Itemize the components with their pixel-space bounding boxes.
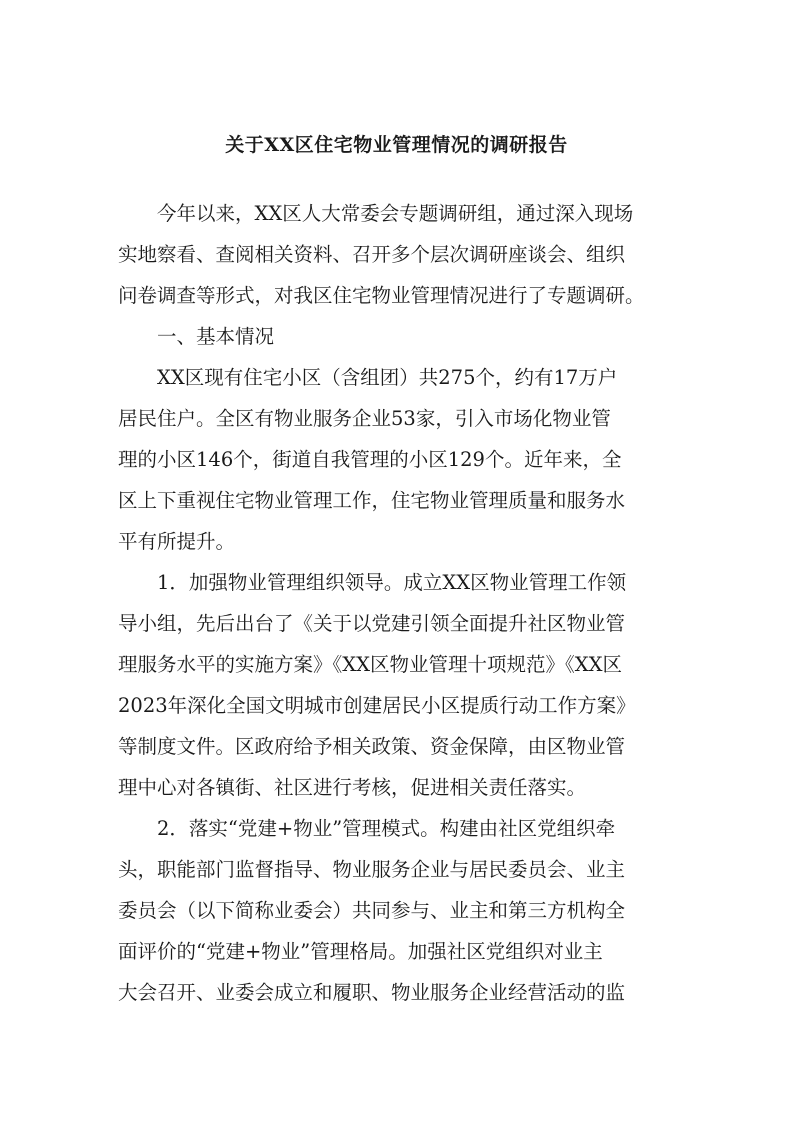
section-heading: 一、基本情况 xyxy=(118,325,275,348)
paragraph-line: 理的小区146个，街道自我管理的小区129个。近年来，全 xyxy=(118,448,622,471)
paragraph-line: XX区现有住宅小区（含组团）共275个，约有17万户 xyxy=(118,366,618,389)
paragraph-line: 委员会（以下简称业委会）共同参与、业主和第三方机构全 xyxy=(118,899,626,922)
paragraph-line: 导小组，先后出台了《关于以党建引领全面提升社区物业管 xyxy=(118,612,626,635)
paragraph-line: 区上下重视住宅物业管理工作，住宅物业管理质量和服务水 xyxy=(118,489,626,512)
paragraph-line: 2．落实“党建+物业”管理模式。构建由社区党组织牵 xyxy=(118,817,616,840)
paragraph-line: 大会召开、业委会成立和履职、物业服务企业经营活动的监 xyxy=(118,981,626,1004)
paragraph-line: 理中心对各镇街、社区进行考核，促进相关责任落实。 xyxy=(118,776,587,799)
paragraph-line: 平有所提升。 xyxy=(118,530,236,553)
paragraph-line: 面评价的“党建+物业”管理格局。加强社区党组织对业主 xyxy=(118,940,603,963)
paragraph-line: 1．加强物业管理组织领导。成立XX区物业管理工作领 xyxy=(118,571,627,594)
document-body xyxy=(118,193,678,1013)
paragraph-line: 理服务水平的实施方案》《XX区物业管理十项规范》《XX区 xyxy=(118,653,623,676)
paragraph-line: 头，职能部门监督指导、物业服务企业与居民委员会、业主 xyxy=(118,858,626,881)
paragraph-line: 问卷调查等形式，对我区住宅物业管理情况进行了专题调研。 xyxy=(118,284,645,307)
paragraph-line: 今年以来，XX区人大常委会专题调研组，通过深入现场 xyxy=(118,202,634,225)
paragraph-line: 居民住户。全区有物业服务企业53家，引入市场化物业管 xyxy=(118,407,611,430)
document-title: 关于XX区住宅物业管理情况的调研报告 xyxy=(225,134,568,156)
paragraph-line: 实地察看、查阅相关资料、召开多个层次调研座谈会、组织 xyxy=(118,243,626,266)
paragraph-line: 2023年深化全国文明城市创建居民小区提质行动工作方案》 xyxy=(118,694,636,717)
paragraph-line: 等制度文件。区政府给予相关政策、资金保障，由区物业管 xyxy=(118,735,626,758)
